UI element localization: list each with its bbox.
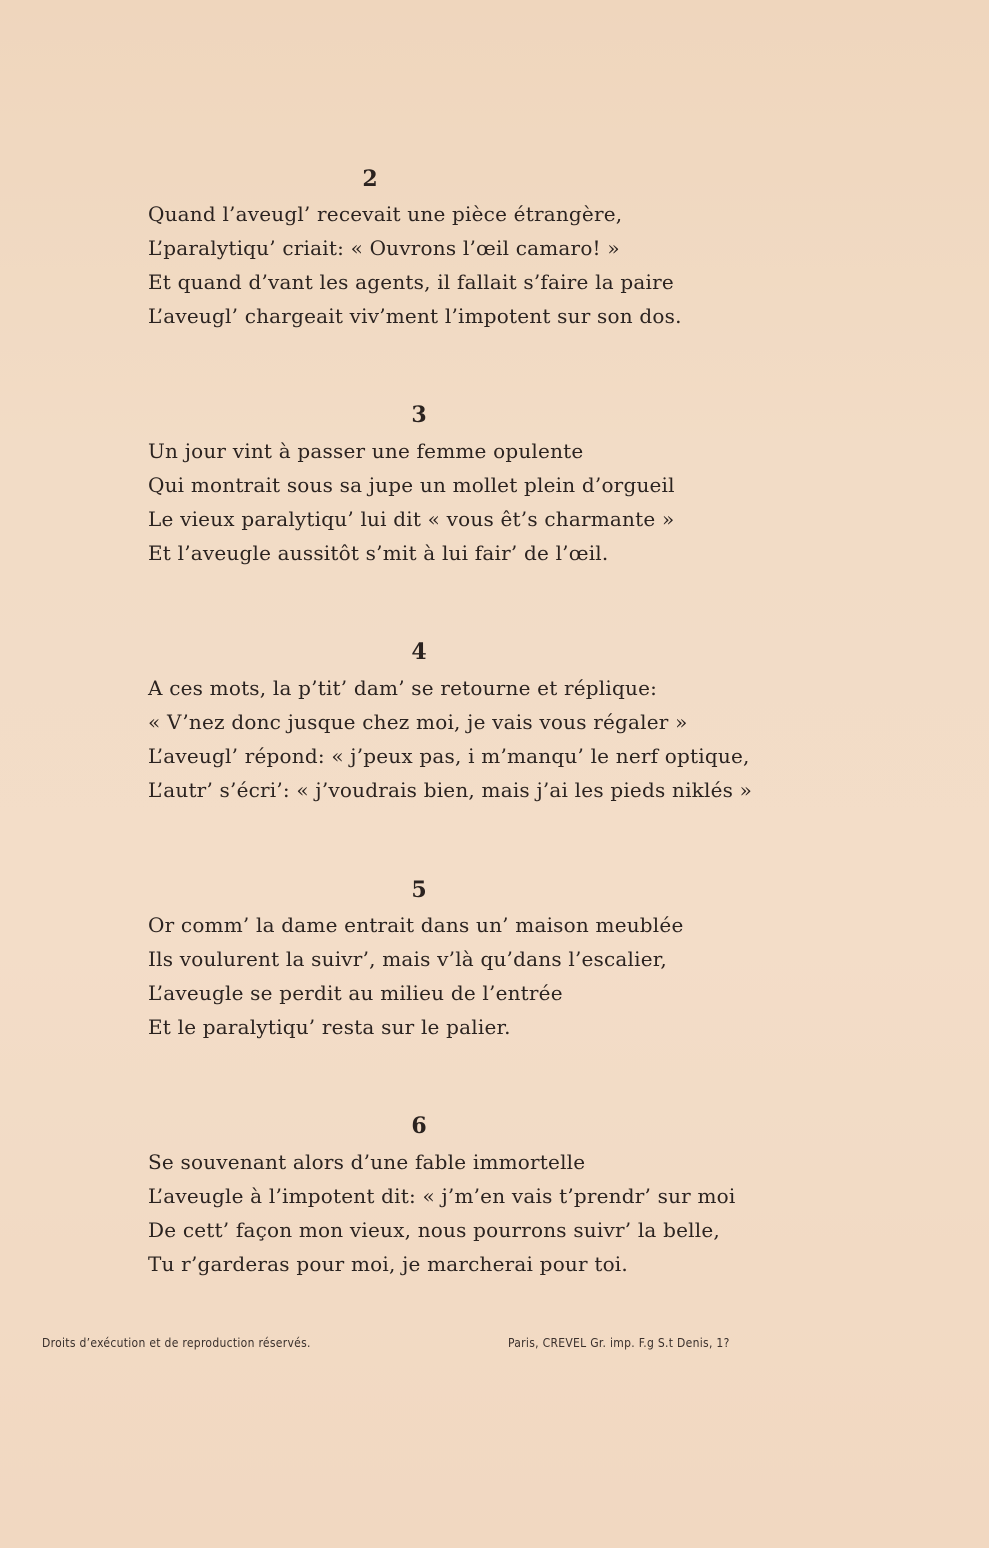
verse-line: Se souvenant alors d’une fable immortelle [148, 1150, 586, 1174]
stanza-number: 6 [411, 1113, 427, 1139]
printer-imprint: Paris, CREVEL Gr. imp. F.g S.t Denis, 1? [508, 1336, 730, 1350]
stanza-number: 4 [411, 639, 427, 665]
verse-line: L’aveugle se perdit au milieu de l’entrée [148, 981, 563, 1005]
verse-line: Ils voulurent la suivr’, mais v’là qu’dans l’escalier, [148, 947, 667, 971]
verse-line: L’aveugl’ répond: « j’peux pas, i m’manqu’ le nerf optique, [148, 744, 750, 768]
verse-line: Quand l’aveugl’ recevait une pièce étrangère, [148, 202, 623, 226]
verse-line: L’aveugl’ chargeait viv’ment l’impotent sur son dos. [148, 304, 682, 328]
verse-line: Et le paralytiqu’ resta sur le palier. [148, 1015, 511, 1039]
verse-line: Et quand d’vant les agents, il fallait s’faire la paire [148, 270, 674, 294]
verse-line: Tu r’garderas pour moi, je marcherai pour toi. [148, 1252, 628, 1276]
verse-line: Le vieux paralytiqu’ lui dit « vous êt’s charmante » [148, 507, 675, 531]
verse-line: « V’nez donc jusque chez moi, je vais vous régaler » [148, 710, 688, 734]
verse-line: A ces mots, la p’tit’ dam’ se retourne et réplique: [148, 676, 658, 700]
stanza-number: 5 [411, 877, 427, 903]
stanza-5 [148, 908, 788, 1044]
rights-notice: Droits d’exécution et de reproduction réservés. [42, 1336, 311, 1350]
verse-line: Qui montrait sous sa jupe un mollet plein d’orgueil [148, 473, 675, 497]
stanza-number: 3 [411, 402, 427, 428]
verse-line: Or comm’ la dame entrait dans un’ maison meublée [148, 913, 684, 937]
verse-line: Un jour vint à passer une femme opulente [148, 439, 584, 463]
verse-line: L’autr’ s’écri’: « j’voudrais bien, mais j’ai les pieds niklés » [148, 778, 753, 802]
verse-line: Et l’aveugle aussitôt s’mit à lui fair’ de l’œil. [148, 541, 609, 565]
stanza-4 [148, 671, 788, 807]
verse-line: L’aveugle à l’impotent dit: « j’m’en vais t’prendr’ sur moi [148, 1184, 736, 1208]
stanza-number: 2 [362, 166, 378, 192]
stanza-6 [148, 1145, 788, 1281]
stanza-3 [148, 434, 788, 570]
stanza-2 [148, 197, 788, 333]
verse-line: L’paralytiqu’ criait: « Ouvrons l’œil camaro! » [148, 236, 620, 260]
verse-line: De cett’ façon mon vieux, nous pourrons suivr’ la belle, [148, 1218, 720, 1242]
